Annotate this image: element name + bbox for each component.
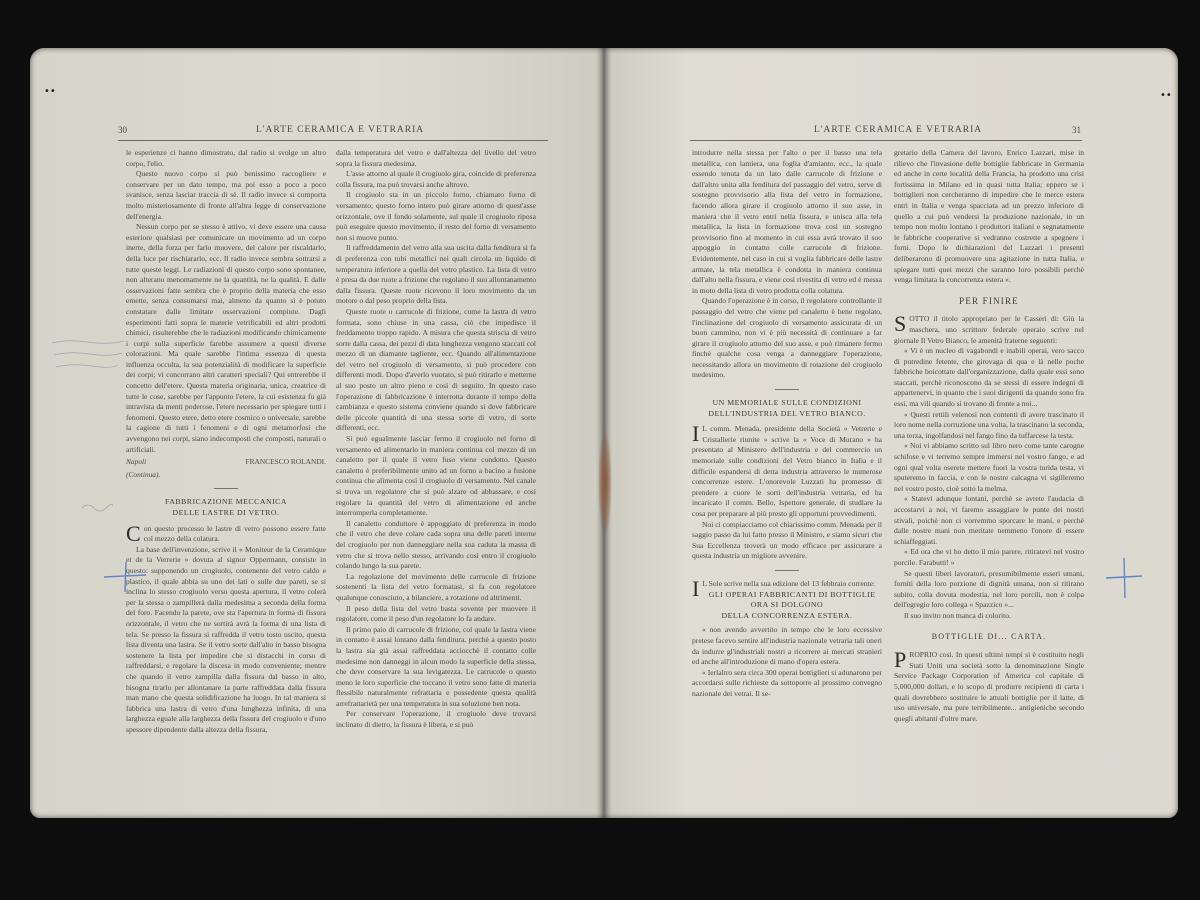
running-head: L'ARTE CERAMICA E VETRARIA — [256, 125, 425, 135]
divider — [775, 389, 799, 390]
paragraph: « Ed ora che vi ho detto il mio parere, ritiratevi nel vostro porcile. Farabutti! » — [894, 547, 1084, 567]
continua-note: (Continua). — [126, 469, 161, 479]
sole-title-3: DELLA CONCORRENZA ESTERA. — [721, 610, 853, 620]
signature-line — [126, 457, 326, 468]
paragraph: Nessun corpo per se stesso è attivo, vi deve essere una causa esteriore qualsiasi per comunicare un movimento ad un corpo inerte, della forza per farlo muovere, del calore per riscaldarlo, della luce per rischiararlo, ecc. Il radio invece sembra sottrarsi a tutte queste leggi. Le radiazioni di questo corpo sono spontanee, non alterano menomamente ne la quantità, ne la qualità. E dalle osservazioni fatte sembra che è proprio della materia che esso emette, senza consumarsi mai, almeno da quanto si è potuto constatare dalle limitate osservazioni compiute. Dagli esperimenti fatti sopra le materie vetrificabili ed altri prodotti chimici, risulterebbe che le radiazioni modificando chimicamente i corpi sulla superficie farebbe assumere a questi diverse colorazioni. Ma quale sarebbe l'intima essenza di questa influenza occulta, la sua potenzialità di modificare la superficie dei corpi; vi concorrano altri caratteri speciali? Qui entrerebbe il concetto dell'etere. Questa materia originaria, unica, creatrice di tutte le cose, sarebbe per l'appunto l'etere, la cui esistenza fu già intravista da menti poderose, l'etere necessario per spiegare tutti i fenomeni. Questo etere, detto etere cosmico o universale, sarebbe la cagione di tutti i fenomeni e di ogni metamorfosi che avvengono nei corpi, siano indecomposti che composti, naturali o artificiali. — [126, 222, 326, 454]
bottiglie-title: BOTTIGLIE DI... CARTA. — [931, 631, 1047, 641]
magazine-spread — [30, 48, 1178, 818]
drop-cap: S — [894, 311, 907, 337]
corner-dots: •• — [44, 86, 56, 97]
page-number: 30 — [118, 125, 127, 135]
memorial-subtitle: DELL'INDUSTRIA DEL VETRO BIANCO. — [708, 408, 866, 418]
paragraph-text: L Sole scrive nella sua edizione del 13 febbraio corrente: — [702, 578, 876, 588]
paragraph: « non avendo avvertito in tempo che le loro eccessive pretese facevo sentire all'industria nazionale vetraria tali oneri da indurre gl'industriali nostri a ricorrere ai mercati stranieri ed anche all'introduzione di mano d'opera estera. — [692, 625, 882, 667]
paragraph: gretario della Camera del lavoro, Enrico Lazzari, mise in rilievo che l'invasione delle bottiglie fabbricate in Germania ed anche in certe località della Francia, ha prodotto una crisi fortissima in Milano ed in quasi tutta Italia; eppero se i bottiglieri non cercheranno di impedire che le merce estera entri in Italia e venga spacciata ad un prezzo inferiore di quello a cui può vendersi la produzione nazionale, in un tempo non molto lontano i produttori italiani e segnatamente le fabbriche cooperative si vedranno costrette a spegnere i forni. Dopo le dichiarazioni del Lazzari i presenti deliberarono di promuovere una agitazione in tutta Italia, e spiegare tutti quei mezzi che saranno loro possibili perchè venga limitata la concorrenza estera ». — [894, 148, 1084, 285]
pencil-cross-mark — [1104, 556, 1144, 605]
sole-title-1: GLI OPERAI FABBRICANTI DI BOTTIGLIE — [708, 589, 876, 599]
paragraph: Il peso della lista del vetro basta sovente per muovere il regolatore, come il peso d'un regolatore lo fa andare. — [336, 603, 536, 624]
paragraph: « Ierlaltro sera circa 300 operai bottiglieri si adunarono per accordarsi sulle richieste da sottoporre al prossimo convegno nazionale dei vetrai. Il se- — [692, 667, 882, 698]
pencil-cross-mark — [102, 560, 148, 599]
left-column-1 — [126, 148, 326, 735]
paragraph-text: on questo processo le lastre di vetro possono essere fatte col mezzo della colatura. — [143, 523, 326, 544]
running-head: L'ARTE CERAMICA E VETRARIA — [814, 125, 983, 135]
paragraph: L'asse attorno al quale il crogiuolo gira, coincide di preferenza colla fissura, ma può trovarsi anche altrove. — [336, 169, 536, 189]
paragraph: « Questi rettili velenosi non contenti di avere trascinato il loro nome nella corruzione una volta, la trascinano la seconda, una terza, ingolfandosi nel fango fino da tuffarcese la testa. — [894, 409, 1084, 440]
paragraph: Questo nuovo corpo si può benissimo raccogliere e conservare per un dato tempo, ma poi esso a poco a poco svanisce, senza lasciar traccia di sè. Il radio invece si comporta molto misteriosamente di fronte all'altra legge di conservazione dell'energia. — [126, 169, 326, 221]
paragraph: La regolazione del movimento delle carrucole di frizione sostenenti la lista del vetro formatasi, si fa con regolatore qualunque conosciuto, a bilanciere, a rotazione od altrimenti. — [336, 571, 536, 602]
paragraph: « Vi è un nucleo di vagabondi e inabili operai, vero sacco di putredine fetente, che girovaga di qua e là nelle poche fabbriche boicottate dall'organizzazione, dalla quale essi sono staccati, perchè riconoscono da se stessi di essere indegni di appartenervi, in quanto che i suoi dirigenti da quando sono fra essi, ma vili quando si trovano di fronte a noi... — [894, 346, 1084, 409]
paragraph: Il raffreddamento del vetro alla sua uscita dalla fenditura si fa di preferenza con tubi metallici nei quali circola un liquido di temperatura inferiore a quella del vetro plastico. La lista di vetro è presa da due ruote a frizione che regolano il suo allontanamento dalla fissura. Queste ruote ricevono il loro movimento da un motore o dal peso proprio della lista. — [336, 243, 536, 306]
paragraph: Il canaletto conduttore è appoggiato di preferenza in modo che il vetro che deve colare cada sopra una delle pareti interne del crogiuolo per non danneggiare nella sua caduta la massa di vetro che si trova nello stesso, arrivando così entro il crogiuolo colando lungo la sua parete. — [336, 518, 536, 571]
pencil-scribble-mark — [48, 333, 128, 408]
paragraph: Se questi liberi lavoratori, presumibilmente esseri umani, forniti della loro porzione di dignità umana, non si ritirano subito, colla dovuta modestia, nel loro porcili, non è colpa dell'egregio loro collega « Spazzico »... — [894, 568, 1084, 610]
paragraph-text: OTTO il titolo appropriato per le Casseri di: Giù la maschera, uno scrittore federale operaio scrive nel giornale Il Vetro Bianco, le amenità fraterne seguenti: — [894, 314, 1084, 345]
right-page — [604, 48, 1178, 818]
spine-tear — [598, 428, 612, 538]
sole-title-2: ORA SI DOLGONO — [750, 600, 824, 610]
page-number: 31 — [1072, 125, 1081, 135]
paragraph-text: L comm. Menada, presidente della Società « Vetrerie e Cristallerie riunite » scrive la « Voce di Murano » ha presentato al Ministero dell'industria e del commercio un memoriale sulle condizioni del Vetro bianco in Italia e il difficile espandersi di detta industria attraverso le numerose concorrenze estere. L'onorevole Luzzati ha promesso di prendere a cuore le sorti dell'industria vetraria, ed ha incaricato il comm. Bello, Ispettore generale, di studiare la cosa per preparare al più presto gli opportuni provvedimenti. — [692, 424, 882, 518]
header-rule — [118, 140, 548, 141]
paragraph: Il primo paio di carrucole di frizione, col quale la lastra viene in contatto è assai lontano dalla fenditura, perchè a questo posto la lastra sia già assai raffreddata acciocchè il contatto colle medesime non danneggi in alcun modo la superficie della stessa, che deve conservare la sua levigatezza. Le carrucole o questo meno le loro superficie che toccano il vetro sono fatte di materia flessibile naturalmente refrattaria e possedente questa qualità arrefrattarietà per una temperatura in sua soluzione ben nota. — [336, 624, 536, 708]
article-subtitle: DELLE LASTRE DI VETRO. — [172, 508, 280, 517]
drop-cap: P — [894, 647, 907, 673]
paragraph: Per conservare l'operazione, il crogiuolo deve trovarsi inclinato di dietro, la fissura è libera, e si può — [336, 709, 536, 730]
paragraph — [894, 311, 1084, 346]
right-column-1 — [692, 148, 882, 700]
paragraph-text: ROPRIO così. In questi ultimi tempi si è costituito negli Stati Uniti una società sotto la denominazione Single Service Package Corporation of America col capitale di 5,000,000 dollari, e lo scopo di produrre recipienti di carta i quali dovrebbero sostituire le attuali bottiglie per il latte, di uso universale, ma pure terribilmente... antigieniche secondo quegli abitanti d'oltre mare. — [894, 650, 1084, 723]
paragraph: introdurre nella stessa per l'alto o per il basso una tela metallica, con lamiera, una foglia d'amianto, ecc., la quale essendo tenuta da un lato dalle carrucole di frizione e dall'altro unita alla fenditura del passaggio del vetro, serve di sostegno provvisorio alla lista del vetro in formazione, facendo allora girare il crogiuolo attorno il suo asse, in maniera che il vetro entri nella fissura, e unisca alla tela metallica, la lista in formazione trova così un sostegno provvisorio fino al momento in cui essa avrà trovato il suo appoggio in contatto colle carrucole di frizione. Evidentemente, nel caso in cui si voglia fabbricare delle lastre armate, la tela metallica è condotta in maniera continua dall'alto nella fissura, e viene così rivestita di vetro ed è messa in moto della lista di vetro prodotta colla colatura. — [692, 148, 882, 295]
pencil-squiggle-mark — [80, 500, 114, 519]
paragraph: Si può eguaImente lasciar fermo il crogiuolo nel forno di versamento ed alimentarlo in maniera continua col mezzo di un canaletto per il quale il vetro fuso viene condotto. Questo canaletto è preferibilmente unito ad un forno a bacino a fusione continua che alimenta così il crogiuolo di versamento. Nel canale si trova un regolatore che si può alzare od abbassare, e così regolare la quantità del vetro di alimentazione ed anche interromperla completamente. — [336, 434, 536, 518]
memorial-title: UN MEMORIALE SULLE CONDIZIONI — [712, 398, 862, 408]
left-column-2 — [336, 148, 536, 731]
signature-author: FRANCESCO ROLANDI. — [245, 457, 326, 467]
continua-line — [126, 470, 326, 481]
divider — [214, 488, 238, 489]
paragraph: « Noi vi abbiamo scritto sul libro nero come tante carogne schifose e vi terremo sempre immersi nel vostro fango, e ad ogni qual volta oserete mettere fuori la vostra turida testa, vi sputeremo in faccia, e con le nostre calcagna vi sigilleremo nel vostro posto, cioè sotto la melma. — [894, 441, 1084, 493]
paragraph: Noi ci compiacciamo col chiarissimo comm. Menada per il saggio passo da lui fatto presso il Ministro, e siamo sicuri che Sua Eccellenza troverà un modo efficace per assicurare a questa industria un migliore avvenire. — [692, 519, 882, 561]
paragraph: le esperienze ci hanno dimostrato, dal radio si svolge un altro corpo, l'elio. — [126, 148, 326, 168]
corner-dots: •• — [1160, 90, 1172, 101]
paragraph: dalla temperatura del vetro e dall'altezza del livello del vetro sopra la fissura medesima. — [336, 148, 536, 168]
paragraph — [894, 647, 1084, 724]
header-rule — [690, 140, 1082, 141]
paragraph: Il crogiuolo sta in un piccolo forno, chiamato forno di versamento; questo forno intero può girare attorno di quest'asse orizzontale, ove il fondo solamente, sul quale il crogiuolo riposa può eseguire questo movimento, il resto del forno di versamento non si muove punto. — [336, 190, 536, 242]
right-column-2 — [894, 148, 1084, 724]
drop-cap: I — [692, 421, 700, 447]
paragraph: « Statevi adunque lontani, perchè se avrete l'audacia di accostarvi a noi, vi faremo assaggiare le punte dei nostri stivali, poichè non ci vorremmo sporcare le mani, e perchè dalle nostre mani non meritate nemmeno l'onore di essere schiaffeggiati. — [894, 494, 1084, 546]
left-page — [30, 48, 604, 818]
signature-place: Napoli — [126, 457, 147, 467]
paragraph: Queste ruote o carrucole di frizione, come la lastra di vetro formata, sono chiuse in una cassa, ciò che impedisce il freddamento troppo rapido. A misura che questa striscia di vetro sorte dalla cassa, dei pezzi di data lunghezza vengono staccati col mezzo di un diamante tagliente, ecc. Quando all'alimentazione del vetro nel crogiuolo di versamento, si può procedere con differenti modi. Dopo d'averlo vuotato, si può ritirarlo e metterne al suo posto un altro pieno e così di seguito. In questo caso l'operazione di fabbricazione è interrotta durante il tempo della cambianza e questo sistema conviene quando si deve fabbricare delle piccole quantità di una stessa sorte di vetro, di sorte differenti, ecc. — [336, 306, 536, 433]
paragraph — [126, 520, 326, 546]
finire-title: PER FINIRE — [959, 295, 1019, 306]
divider — [775, 570, 799, 571]
paragraph: La base dell'invenzione, scrive il « Moniteur de la Ceramique et de la Verrerie » dovuta al signor Oppermann, consiste in questo: supponendo un crogiuolo, contenente del vetro caldo e plastico, il quale abbia su uno dei lati o sulle due pareti, se si inclina lo stesso crogiuolo verso questa apertura, il vetro colerà per la stessa o zampillerà dalla medesima a seconda della forma del foro. Facendo la parete, ove sta l'apertura in forma di fissura orizzontale, il vetro che ne sortirà avrà la forma di una lista di tela. Se presso la fissura si raffredda il vetro tosto uscito, questa lista diventa una lastra. Se il vetro sorte dall'alto in basso bisogna sostenere la lista per impedire che si distacchi in corso di raffreddarsi, e regolare la discesa in modo conveniente; mentre che quando il vetro zampilla dalla fissura dal basso in alto, bisogna tirarlo per allontanare la parte raffreddata dalla fissura man mano che questa solidificazione ha luogo. In tal maniera si fabbrica una lastra di vetro d'una lunghezza infinita, di una larghezza eguale alla larghezza della fissura del crogiuolo e d'uno spessore dipendente dalla altezza della fissura, — [126, 544, 326, 734]
paragraph: Quando l'operazione è in corso, il regolatore controllante il passaggio del vetro che viene pel canaletto è bene regolato, l'inclinazione del crogiuolo di versamento assicurata di un buon cammino, non vi è più necessità di continuare a far girare il crogiuolo attorno del suo asse, e può rimanere fermo finchè qualche cosa venga a danneggiare l'operazione, necessitando allora un movimento di rotazione del crogiuolo medesimo. — [692, 296, 882, 380]
paragraph: Il suo invito non manca di colorito. — [904, 610, 1011, 620]
drop-cap: C — [126, 520, 141, 546]
drop-cap: I — [692, 575, 700, 601]
article-title: FABBRICAZIONE MECCANICA — [164, 497, 288, 507]
paragraph — [692, 421, 882, 519]
